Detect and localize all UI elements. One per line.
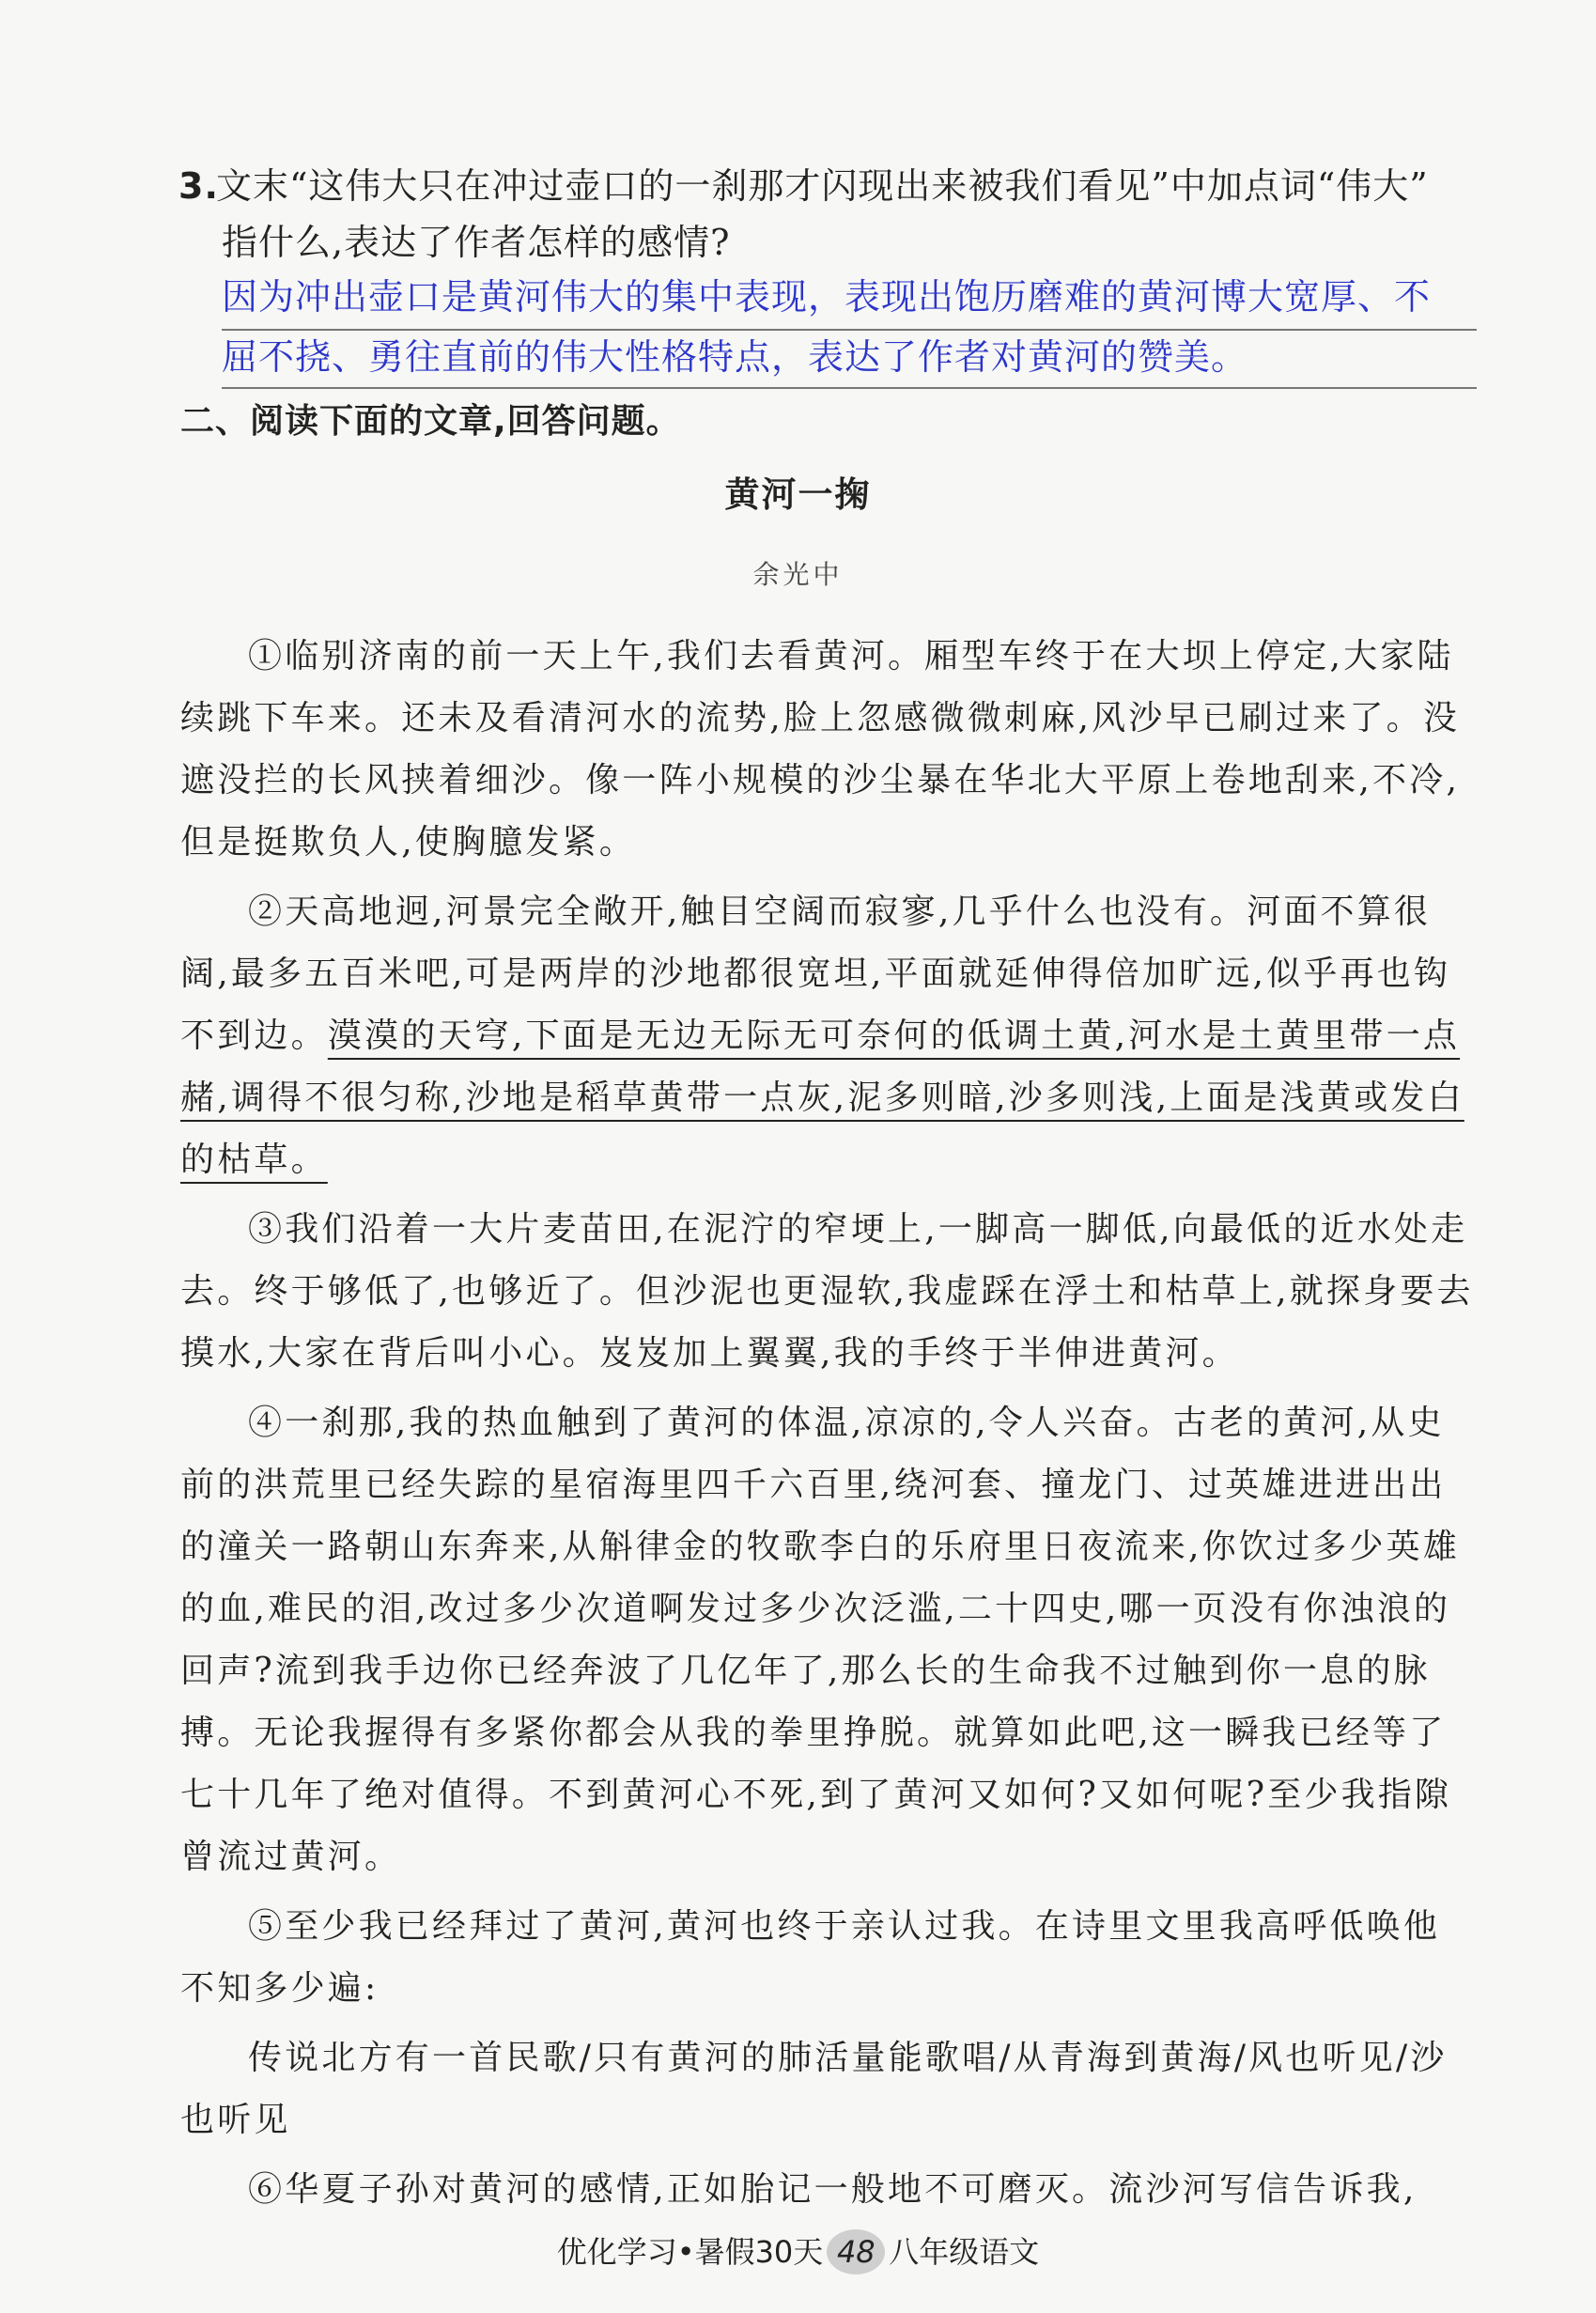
paragraph-2	[180, 881, 1477, 1191]
question-3-line-1: 文末“这伟大只在冲过壶口的一刹那才闪现出来被我们看见”中加点词“伟大”	[216, 165, 1429, 207]
question-3-line-2: 指什么,表达了作者怎样的感情?	[222, 222, 731, 263]
paragraph-5: ⑤至少我已经拜过了黄河,黄河也终于亲认过我。在诗里文里我高呼低唤他不知多少遍:	[180, 1907, 1441, 2008]
poem-quote: 传说北方有一首民歌/只有黄河的肺活量能歌唱/从青海到黄海/风也听见/沙也听见	[180, 2039, 1448, 2139]
article-body	[180, 626, 1477, 2221]
paragraph-6: ⑥华夏子孙对黄河的感情,正如胎记一般地不可磨灭。流沙河写信告诉我,	[248, 2170, 1418, 2209]
section-heading: 二、阅读下面的文章,回答问题。	[180, 402, 681, 441]
paragraph-2-text: ②天高地迥,河景完全敞开,触目空阔而寂寥,几乎什么也没有。河面不算很阔,最多五百米吧,可是两岸的沙地都很宽坦,平面就延伸得倍加旷远,似乎再也钩不到边。	[180, 893, 1451, 1055]
question-3	[180, 158, 1477, 271]
article-title: 黄河一掬	[724, 474, 872, 515]
paragraph-4: ④一刹那,我的热血触到了黄河的体温,凉凉的,令人兴奋。古老的黄河,从史前的洪荒里已经失踪的星宿海里四千六百里,绕河套、撞龙门、过英雄进进出出的潼关一路朝山东奔来,从斛律金的牧歌李白的乐府里日夜流来,你饮过多少英雄的血,难民的泪,改过多少次道啊发过多少次泛滥,二十四史,哪一页没有你浊浪的回声?流到我手边你已经奔波了几亿年了,那么长的生命我不过触到你一息的脉搏。无论我握得有多紧你都会从我的拳里挣脱。就算如此吧,这一瞬我已经等了七十几年了绝对值得。不到黄河心不死,到了黄河又如何?又如何呢?至少我指隙曾流过黄河。	[180, 1404, 1461, 1876]
article-author: 余光中	[752, 559, 844, 590]
footer-subject: 八年级语文	[889, 2234, 1040, 2270]
paragraph-1: ①临别济南的前一天上午,我们去看黄河。厢型车终于在大坝上停定,大家陆续跳下车来。还未及看清河水的流势,脸上忽感微微刺麻,风沙早已刷过来了。没遮没拦的长风挟着细沙。像一阵小规模的沙尘暴在华北大平原上卷地刮来,不冷,但是挺欺负人,使胸臆发紧。	[180, 637, 1461, 862]
paragraph-2-underlined-text: 漠漠的天穹,下面是无边无际无可奈何的低调土黄,河水是土黄里带一点赭,调得不很匀称,沙地是稻草黄带一点灰,泥多则暗,沙多则浅,上面是浅黄或发白的枯草。	[180, 1017, 1464, 1179]
page-footer	[0, 2228, 1596, 2274]
answer-rule-2	[222, 387, 1477, 389]
handwritten-answer-line-1: 因为冲出壶口是黄河伟大的集中表现，表现出饱历磨难的黄河博大宽厚、不	[222, 276, 1432, 318]
paragraph-3: ③我们沿着一大片麦苗田,在泥泞的窄埂上,一脚高一脚低,向最低的近水处走去。终于够低了,也够近了。但沙泥也更湿软,我虚踩在浮土和枯草上,就探身要去摸水,大家在背后叫小心。岌岌加上翼翼,我的手终于半伸进黄河。	[180, 1210, 1474, 1373]
page-number: 48	[827, 2229, 885, 2274]
handwritten-answer-line-2: 屈不挠、勇往直前的伟大性格特点，表达了作者对黄河的赞美。	[222, 336, 1248, 378]
footer-book-title: 优化学习•暑假30天	[556, 2234, 824, 2270]
question-number: 3.	[178, 165, 219, 207]
